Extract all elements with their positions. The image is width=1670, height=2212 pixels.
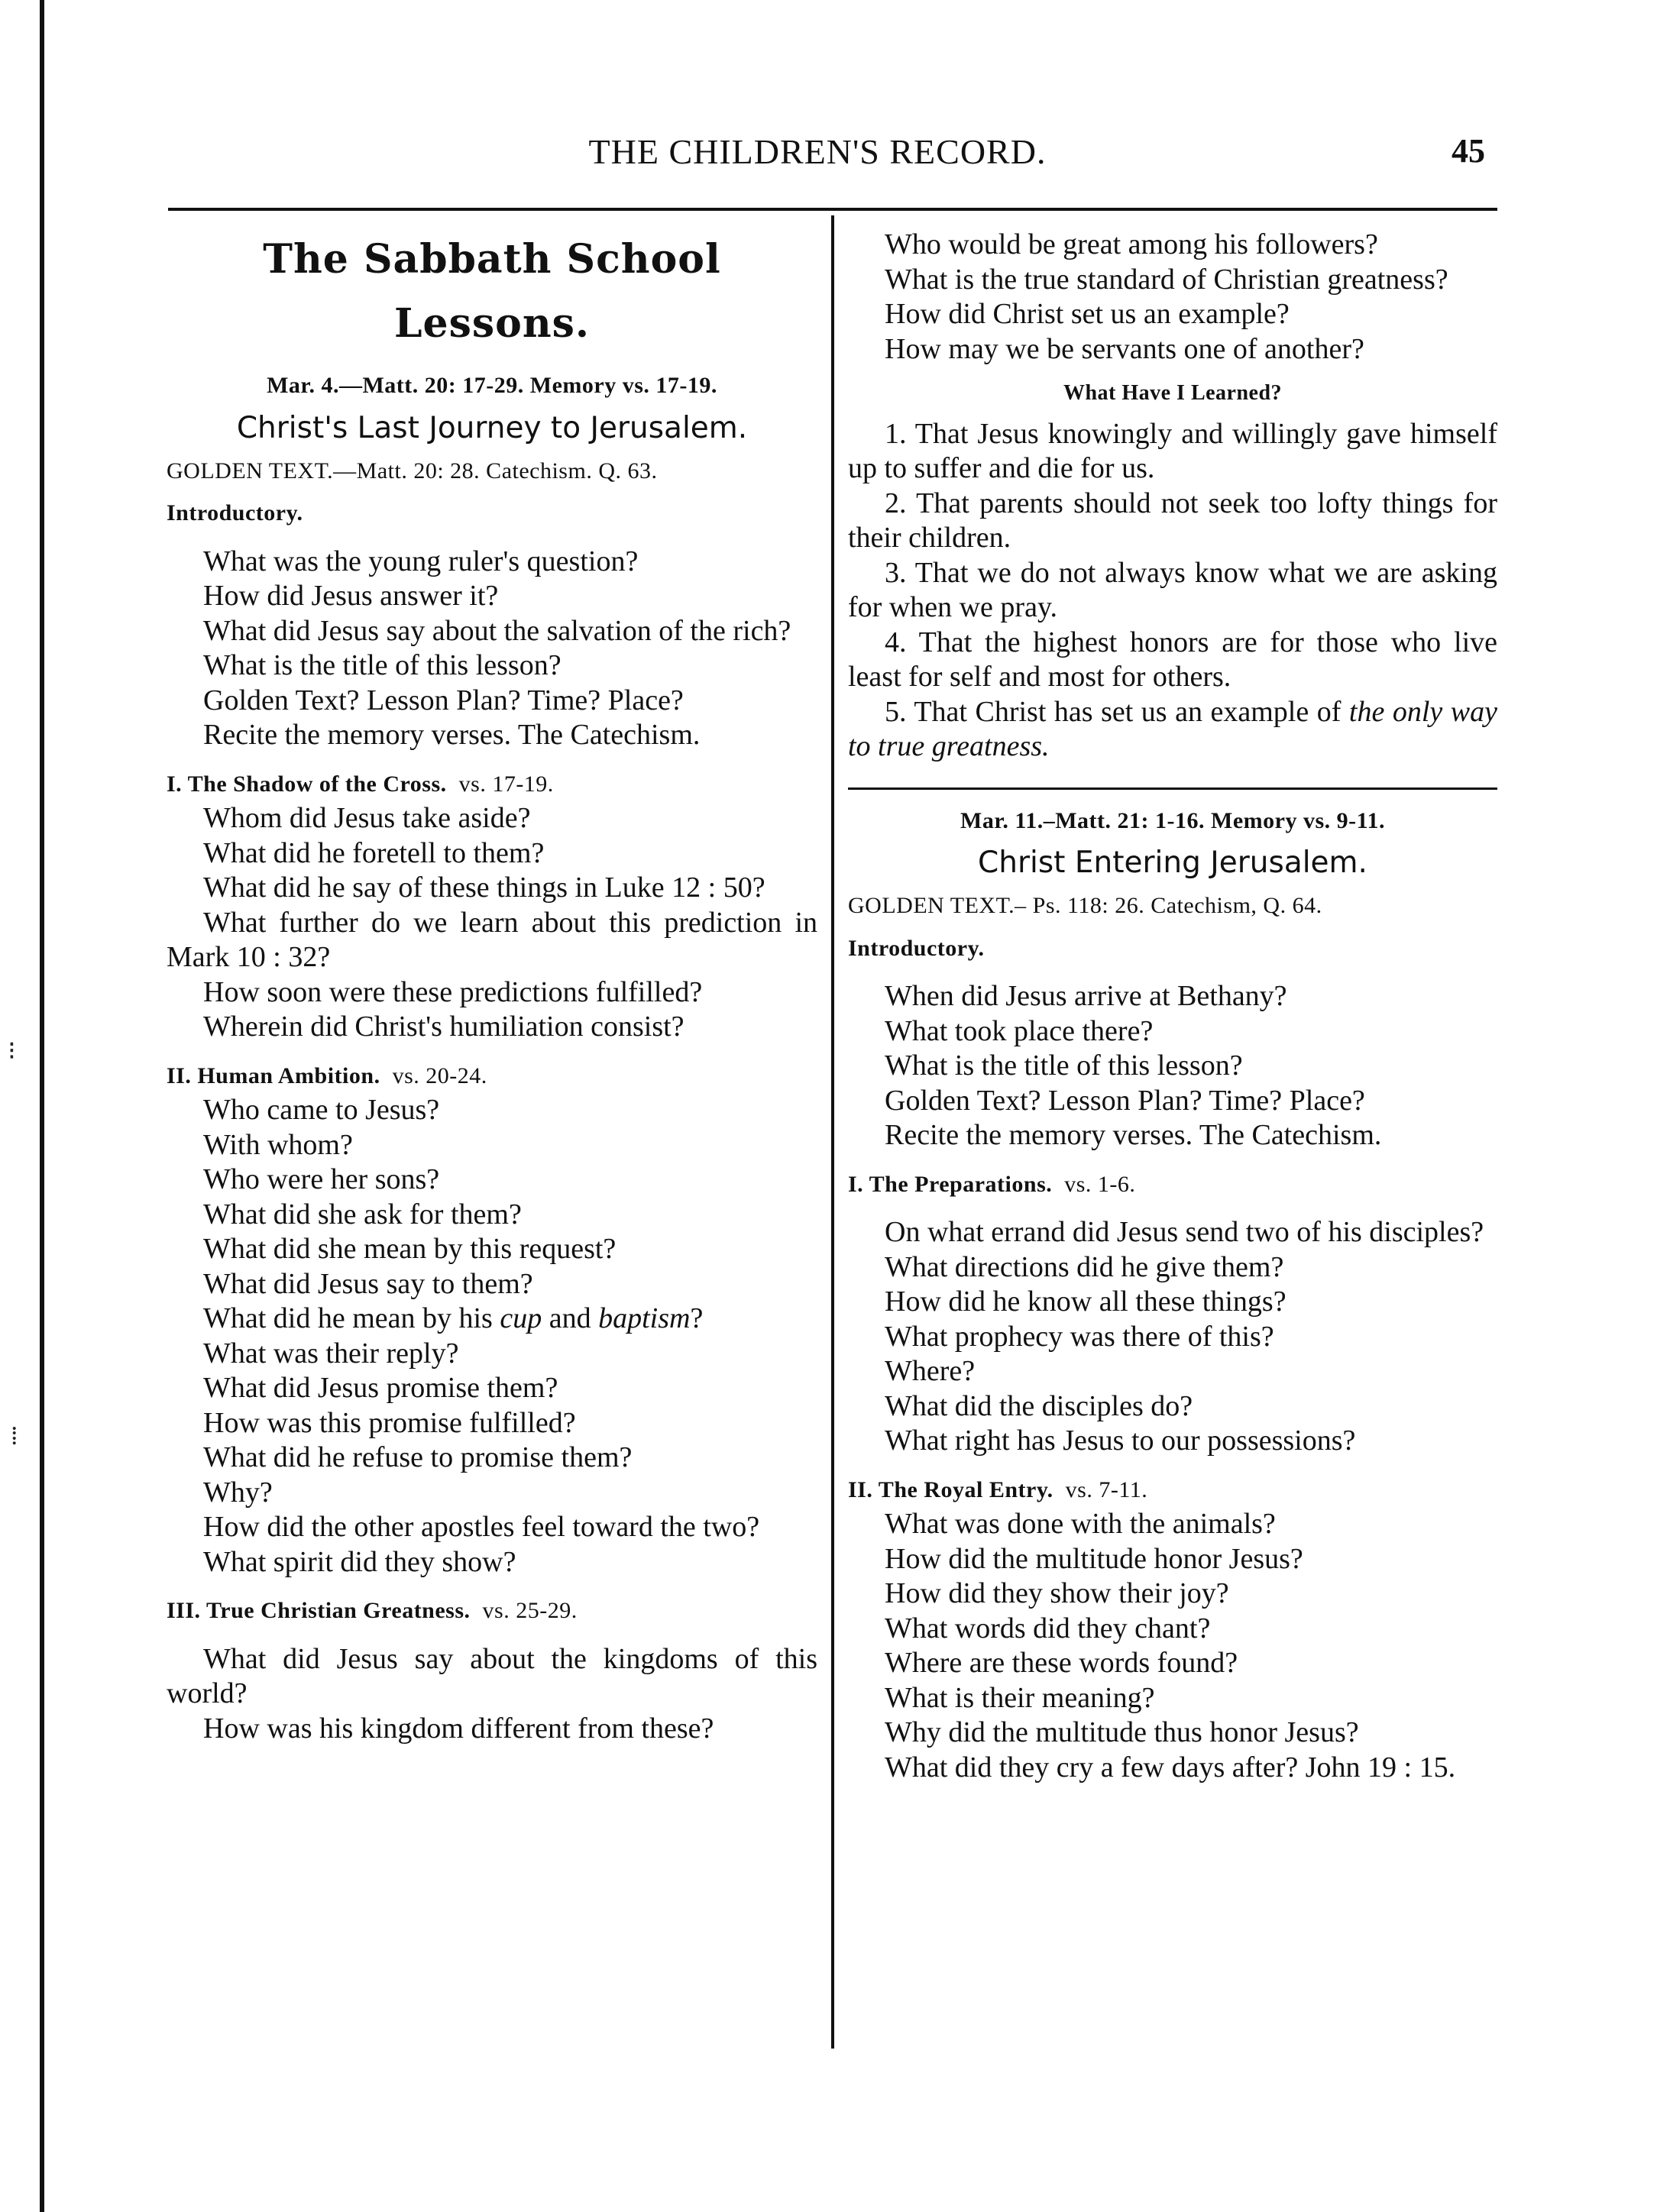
question-item: How was this promise fulfilled?	[203, 1406, 576, 1439]
question-item: What did Jesus promise them?	[203, 1372, 558, 1404]
section-verses: vs. 17-19.	[458, 771, 554, 797]
learned-item	[848, 695, 1497, 765]
question-item: What words did they chant?	[885, 1612, 1211, 1644]
question-item: On what errand did Jesus send two of his disciples?	[885, 1216, 1484, 1248]
question-item: Where?	[885, 1355, 976, 1387]
learned-item: 4. That the highest honors are for those who live least for self and most for others.	[848, 626, 1497, 693]
question-item: How did Christ set us an example?	[885, 298, 1290, 330]
section-verses: vs. 7-11.	[1065, 1476, 1148, 1502]
learned-heading: What Have I Learned?	[1063, 381, 1283, 405]
section-heading-text: I. The Shadow of the Cross.	[167, 771, 447, 797]
question-item: What prophecy was there of this?	[885, 1320, 1274, 1353]
question-list	[167, 1093, 817, 1302]
question-item: Who were her sons?	[203, 1163, 440, 1195]
question-item: How did they show their joy?	[885, 1577, 1229, 1609]
learned-italic: the only way to true greatness.	[848, 695, 1497, 762]
question-item: When did Jesus arrive at Bethany?	[885, 980, 1287, 1012]
question-item: Who would be great among his followers?	[885, 228, 1378, 260]
lesson-title: Christ's Last Journey to Jerusalem.	[236, 410, 748, 445]
question-italic: cup	[500, 1302, 542, 1334]
subheading-introductory: Introductory.	[167, 500, 303, 526]
question-item: What directions did he give them?	[885, 1250, 1284, 1283]
question-item: Where are these words found?	[885, 1647, 1238, 1679]
learned-item: 1. That Jesus knowingly and willingly gave himself up to suffer and die for us.	[848, 417, 1497, 484]
question-item: With whom?	[203, 1128, 353, 1161]
question-item: What spirit did they show?	[203, 1545, 516, 1578]
section-verses: vs. 20-24.	[392, 1062, 487, 1088]
question-item: Golden Text? Lesson Plan? Time? Place?	[885, 1084, 1365, 1117]
question-list	[848, 1215, 1497, 1459]
section-title: The Sabbath School Lessons.	[263, 236, 721, 347]
golden-text-line: GOLDEN TEXT.– Ps. 118: 26. Catechism, Q. 64.	[848, 893, 1322, 918]
subheading-section-3	[167, 1593, 817, 1628]
question-item: Recite the memory verses. The Catechism.	[203, 719, 701, 751]
page-binding-edge	[40, 0, 44, 2212]
learned-text: 5. That Christ has set us an example of	[885, 695, 1349, 728]
question-item: Who came to Jesus?	[203, 1094, 440, 1126]
question-item: How soon were these predictions fulfilled?	[203, 975, 703, 1008]
question-item: What was the young ruler's question?	[203, 545, 639, 577]
running-header-title: THE CHILDREN'S RECORD.	[588, 132, 1047, 171]
question-item: What is the title of this lesson?	[203, 649, 562, 681]
margin-smudge: ⁞	[11, 1421, 18, 1451]
question-item: Why?	[203, 1476, 273, 1509]
question-item: What did they cry a few days after? John 19 : 15.	[885, 1751, 1456, 1784]
section-verses: vs. 1-6.	[1064, 1171, 1136, 1197]
lesson-reference: Mar. 4.—Matt. 20: 17-29. Memory vs. 17-19.	[267, 373, 717, 398]
question-item: What was their reply?	[203, 1337, 459, 1370]
question-text: ?	[690, 1302, 704, 1334]
margin-smudge: ⁝	[8, 1036, 16, 1066]
question-item: What did he refuse to promise them?	[203, 1441, 633, 1473]
question-item: What did she mean by this request?	[203, 1233, 617, 1265]
page-number: 45	[1452, 132, 1485, 170]
lesson-title: Christ Entering Jerusalem.	[978, 846, 1367, 880]
subheading-introductory: Introductory.	[848, 935, 985, 961]
question-item: What is the title of this lesson?	[885, 1049, 1243, 1082]
question-item: What did he say of these things in Luke 12 : 50?	[203, 872, 765, 904]
question-list	[848, 979, 1497, 1153]
question-italic: baptism	[598, 1302, 691, 1334]
question-item: What is their meaning?	[885, 1681, 1155, 1714]
question-list	[167, 801, 817, 1045]
golden-text-line: GOLDEN TEXT.—Matt. 20: 28. Catechism. Q. 63.	[167, 458, 658, 483]
right-column	[848, 228, 1497, 1785]
question-item: What did Jesus say about the kingdoms of this world?	[167, 1642, 817, 1709]
learned-item: 2. That parents should not seek too lofty things for their children.	[848, 487, 1497, 554]
question-item: Golden Text? Lesson Plan? Time? Place?	[203, 684, 684, 716]
question-item: What did the disciples do?	[885, 1389, 1193, 1422]
subheading-section-1	[848, 1167, 1497, 1202]
question-item: How was his kingdom different from these?	[203, 1712, 714, 1745]
section-heading-text: I. The Preparations.	[848, 1171, 1053, 1197]
lesson-separator-rule	[848, 787, 1497, 790]
lesson-reference: Mar. 11.–Matt. 21: 1-16. Memory vs. 9-11.	[960, 807, 1385, 833]
question-item: What took place there?	[885, 1014, 1154, 1047]
section-heading-text: II. Human Ambition.	[167, 1062, 380, 1088]
question-item: How did he know all these things?	[885, 1285, 1286, 1318]
question-item: How did the other apostles feel toward the two?	[203, 1511, 760, 1543]
question-item: Wherein did Christ's humiliation consist?	[203, 1011, 685, 1043]
header-rule	[168, 208, 1497, 211]
question-item: What did Jesus say about the salvation of the rich?	[203, 614, 791, 647]
question-text: and	[542, 1302, 599, 1334]
question-text: What did he mean by his	[203, 1302, 500, 1334]
learned-list	[848, 417, 1497, 695]
section-heading-text: II. The Royal Entry.	[848, 1476, 1053, 1502]
question-item: Recite the memory verses. The Catechism.	[885, 1119, 1382, 1151]
question-item: What did he foretell to them?	[203, 836, 545, 869]
left-column	[167, 228, 817, 1746]
question-list	[167, 1337, 817, 1580]
question-list	[167, 545, 817, 753]
section-verses: vs. 25-29.	[482, 1598, 578, 1623]
section-heading-text: III. True Christian Greatness.	[167, 1598, 471, 1623]
column-divider	[831, 215, 834, 2049]
learned-item: 3. That we do not always know what we are asking for when we pray.	[848, 556, 1497, 623]
question-item: Whom did Jesus take aside?	[203, 802, 531, 834]
subheading-section-2	[167, 1059, 817, 1094]
question-item: What did Jesus say to them?	[203, 1267, 533, 1300]
question-list	[848, 228, 1497, 367]
question-item: How may we be servants one of another?	[885, 332, 1364, 365]
question-item: How did Jesus answer it?	[203, 580, 499, 612]
question-item: What was done with the animals?	[885, 1508, 1276, 1540]
question-list	[167, 1642, 817, 1747]
question-list	[848, 1507, 1497, 1785]
subheading-section-2	[848, 1473, 1497, 1508]
question-item: How did the multitude honor Jesus?	[885, 1542, 1303, 1575]
question-item: What is the true standard of Christian greatness?	[885, 263, 1448, 296]
question-item: Why did the multitude thus honor Jesus?	[885, 1716, 1359, 1748]
question-item: What further do we learn about this prediction in Mark 10 : 32?	[167, 906, 817, 973]
question-item: What did she ask for them?	[203, 1198, 522, 1231]
question-item	[167, 1302, 817, 1337]
subheading-section-1	[167, 767, 817, 802]
question-item: What right has Jesus to our possessions?	[885, 1425, 1356, 1457]
